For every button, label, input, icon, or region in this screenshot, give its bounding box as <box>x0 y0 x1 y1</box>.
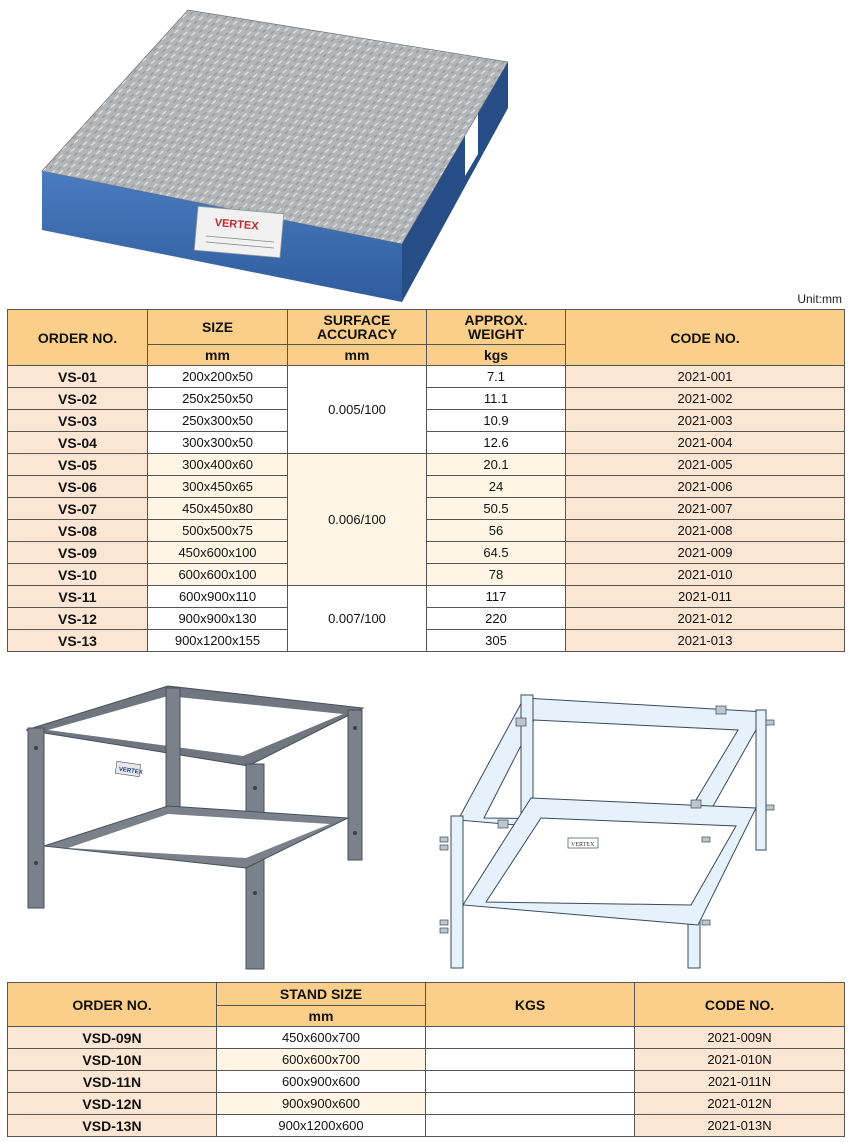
size-cell: 450x450x80 <box>148 498 288 520</box>
stand-order-no-cell: VSD-09N <box>8 1027 217 1049</box>
weight-cell: 220 <box>427 608 566 630</box>
table-row <box>8 432 845 454</box>
stand-unit-size: mm <box>217 1006 426 1027</box>
order-no-cell: VS-06 <box>8 476 148 498</box>
order-no-cell: VS-07 <box>8 498 148 520</box>
unit-approx-weight: kgs <box>427 345 566 366</box>
surface-plate-image <box>40 6 520 306</box>
order-no-cell: VS-10 <box>8 564 148 586</box>
stand-table <box>7 982 845 1137</box>
stand-kgs-cell <box>426 1049 635 1071</box>
stand-order-no-cell: VSD-13N <box>8 1115 217 1137</box>
table-row <box>8 586 845 608</box>
stand-kgs-cell <box>426 1027 635 1049</box>
weight-cell: 305 <box>427 630 566 652</box>
size-cell: 900x1200x155 <box>148 630 288 652</box>
order-no-cell: VS-03 <box>8 410 148 432</box>
size-cell: 300x300x50 <box>148 432 288 454</box>
order-no-cell: VS-01 <box>8 366 148 388</box>
size-cell: 200x200x50 <box>148 366 288 388</box>
header-surface-accuracy-line2: ACCURACY <box>316 326 398 342</box>
surface-plate-table <box>7 309 845 652</box>
stand-order-no-cell: VSD-11N <box>8 1071 217 1093</box>
size-cell: 300x400x60 <box>148 454 288 476</box>
stand-header-kgs: KGS <box>426 983 635 1027</box>
code-cell: 2021-001 <box>566 366 845 388</box>
code-cell: 2021-013 <box>566 630 845 652</box>
header-approx-weight-line1: APPROX. <box>464 312 528 328</box>
stand-kgs-cell <box>426 1071 635 1093</box>
weight-cell: 7.1 <box>427 366 566 388</box>
unit-label: Unit:mm <box>797 292 842 306</box>
header-order-no: ORDER NO. <box>8 310 148 366</box>
order-no-cell: VS-05 <box>8 454 148 476</box>
table-row <box>8 388 845 410</box>
header-size: SIZE <box>148 310 288 345</box>
stand-code-cell: 2021-013N <box>635 1115 845 1137</box>
table-row <box>8 1027 845 1049</box>
table-row <box>8 520 845 542</box>
header-surface-accuracy-line1: SURFACE <box>323 312 391 328</box>
header-approx-weight <box>427 310 566 345</box>
stand-photo-brand-text: VERTEX <box>118 766 144 777</box>
order-no-cell: VS-08 <box>8 520 148 542</box>
size-cell: 450x600x100 <box>148 542 288 564</box>
table-row <box>8 476 845 498</box>
code-cell: 2021-005 <box>566 454 845 476</box>
size-cell: 250x300x50 <box>148 410 288 432</box>
weight-cell: 56 <box>427 520 566 542</box>
header-approx-weight-line2: WEIGHT <box>468 326 524 342</box>
header-surface-accuracy <box>288 310 427 345</box>
code-cell: 2021-011 <box>566 586 845 608</box>
stand-size-cell: 600x900x600 <box>217 1071 426 1093</box>
weight-cell: 64.5 <box>427 542 566 564</box>
table-row <box>8 542 845 564</box>
unit-surface-accuracy: mm <box>288 345 427 366</box>
unit-size: mm <box>148 345 288 366</box>
code-cell: 2021-003 <box>566 410 845 432</box>
size-cell: 900x900x130 <box>148 608 288 630</box>
table-row <box>8 564 845 586</box>
weight-cell: 24 <box>427 476 566 498</box>
stand-size-cell: 900x1200x600 <box>217 1115 426 1137</box>
table-row <box>8 1115 845 1137</box>
stand-order-no-cell: VSD-12N <box>8 1093 217 1115</box>
stand-drawing-image <box>436 690 781 975</box>
stand-kgs-cell <box>426 1093 635 1115</box>
table-row <box>8 410 845 432</box>
code-cell: 2021-004 <box>566 432 845 454</box>
code-cell: 2021-006 <box>566 476 845 498</box>
stand-header-stand-size: STAND SIZE <box>217 983 426 1006</box>
table-row <box>8 454 845 476</box>
weight-cell: 10.9 <box>427 410 566 432</box>
size-cell: 600x600x100 <box>148 564 288 586</box>
table-row <box>8 498 845 520</box>
weight-cell: 11.1 <box>427 388 566 410</box>
stand-code-cell: 2021-009N <box>635 1027 845 1049</box>
weight-cell: 12.6 <box>427 432 566 454</box>
table-row <box>8 608 845 630</box>
accuracy-cell: 0.006/100 <box>288 454 427 586</box>
order-no-cell: VS-04 <box>8 432 148 454</box>
stand-size-cell: 900x900x600 <box>217 1093 426 1115</box>
order-no-cell: VS-09 <box>8 542 148 564</box>
size-cell: 600x900x110 <box>148 586 288 608</box>
weight-cell: 117 <box>427 586 566 608</box>
header-code-no: CODE NO. <box>566 310 845 366</box>
stand-code-cell: 2021-010N <box>635 1049 845 1071</box>
weight-cell: 20.1 <box>427 454 566 476</box>
table-row <box>8 1049 845 1071</box>
stand-header-order-no: ORDER NO. <box>8 983 217 1027</box>
code-cell: 2021-002 <box>566 388 845 410</box>
table-row <box>8 1093 845 1115</box>
table-row <box>8 366 845 388</box>
stand-photo-image <box>18 668 378 973</box>
accuracy-cell: 0.005/100 <box>288 366 427 454</box>
stand-size-cell: 600x600x700 <box>217 1049 426 1071</box>
order-no-cell: VS-11 <box>8 586 148 608</box>
stand-header-code-no: CODE NO. <box>635 983 845 1027</box>
stand-size-cell: 450x600x700 <box>217 1027 426 1049</box>
code-cell: 2021-007 <box>566 498 845 520</box>
code-cell: 2021-009 <box>566 542 845 564</box>
order-no-cell: VS-12 <box>8 608 148 630</box>
size-cell: 500x500x75 <box>148 520 288 542</box>
code-cell: 2021-012 <box>566 608 845 630</box>
code-cell: 2021-010 <box>566 564 845 586</box>
weight-cell: 50.5 <box>427 498 566 520</box>
stand-code-cell: 2021-012N <box>635 1093 845 1115</box>
size-cell: 300x450x65 <box>148 476 288 498</box>
table-row <box>8 630 845 652</box>
stand-drawing-brand-text: VERTEX <box>571 842 595 848</box>
accuracy-cell: 0.007/100 <box>288 586 427 652</box>
order-no-cell: VS-02 <box>8 388 148 410</box>
order-no-cell: VS-13 <box>8 630 148 652</box>
table-row <box>8 1071 845 1093</box>
weight-cell: 78 <box>427 564 566 586</box>
stand-order-no-cell: VSD-10N <box>8 1049 217 1071</box>
size-cell: 250x250x50 <box>148 388 288 410</box>
stand-kgs-cell <box>426 1115 635 1137</box>
stand-code-cell: 2021-011N <box>635 1071 845 1093</box>
code-cell: 2021-008 <box>566 520 845 542</box>
plate-brand-text: VERTEX <box>214 216 260 233</box>
